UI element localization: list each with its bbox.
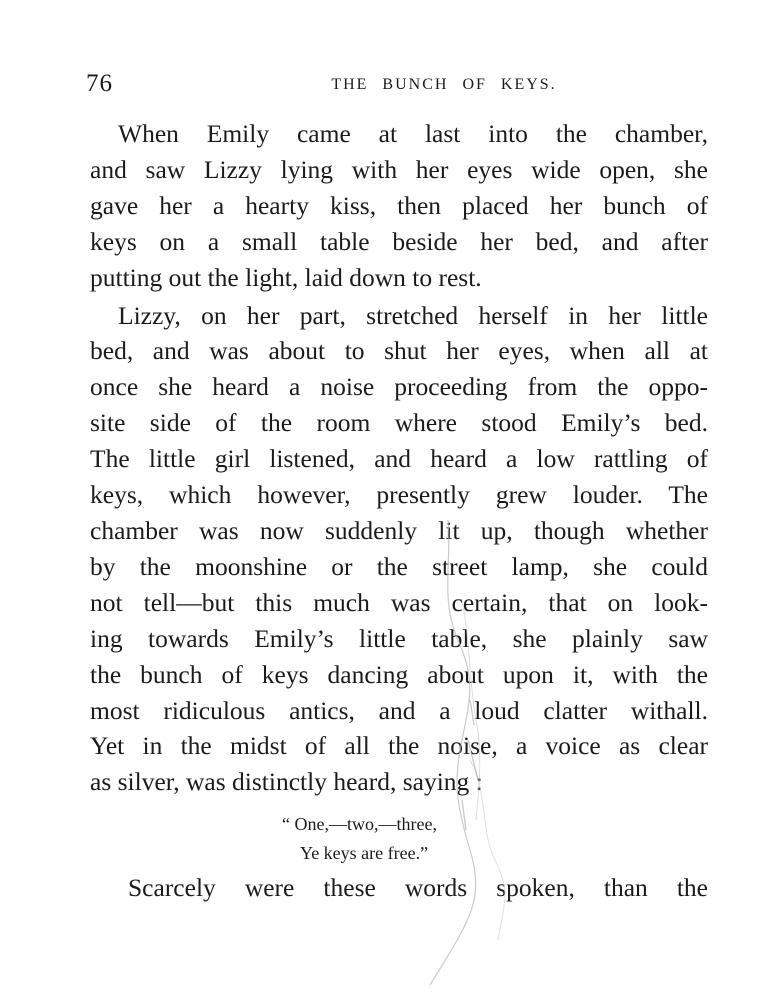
running-head: THE BUNCH OF KEYS. [331, 76, 557, 93]
text-line: as silver, was distinctly heard, saying : [90, 767, 483, 797]
text-line: and saw Lizzy lying with her eyes wide open, she [90, 154, 708, 184]
text-line: the bunch of keys dancing about upon it, with the [90, 659, 708, 689]
verse-line-1: “ One,—two,—three, [282, 814, 437, 834]
verse [280, 810, 500, 868]
text-line: most ridiculous antics, and a loud clatter withall. [90, 695, 708, 725]
text-line: once she heard a noise proceeding from the oppo- [90, 372, 708, 402]
text-line: site side of the room where stood Emily’s bed. [90, 408, 708, 438]
text-line: Lizzy, on her part, stretched herself in her little [118, 300, 708, 330]
page-header [86, 70, 712, 102]
paragraph-1 [90, 116, 708, 296]
verse-line-2: Ye keys are free.” [300, 843, 429, 863]
text-line: bed, and was about to shut her eyes, when all at [90, 336, 708, 366]
paragraph-3 [90, 870, 708, 906]
page-number: 76 [86, 70, 113, 97]
text-line: keys on a small table beside her bed, and after [90, 226, 708, 256]
text-line: Scarcely were these words spoken, than the [128, 873, 708, 902]
text-line: putting out the light, laid down to rest. [90, 262, 482, 292]
paragraph-2 [90, 298, 708, 801]
text-line: ing towards Emily’s little table, she plainly saw [90, 623, 708, 653]
text-line: Yet in the midst of all the noise, a voice as clear [90, 731, 708, 761]
text-line: keys, which however, presently grew louder. The [90, 480, 708, 510]
text-line: chamber was now suddenly lit up, though whether [90, 515, 708, 545]
text-line: The little girl listened, and heard a low rattling of [90, 444, 708, 474]
body-text [90, 116, 708, 802]
text-line: gave her a hearty kiss, then placed her bunch of [90, 190, 708, 220]
text-line: by the moonshine or the street lamp, she could [90, 551, 708, 581]
text-line: When Emily came at last into the chamber, [118, 119, 708, 148]
text-line: not tell—but this much was certain, that on look- [90, 587, 708, 617]
